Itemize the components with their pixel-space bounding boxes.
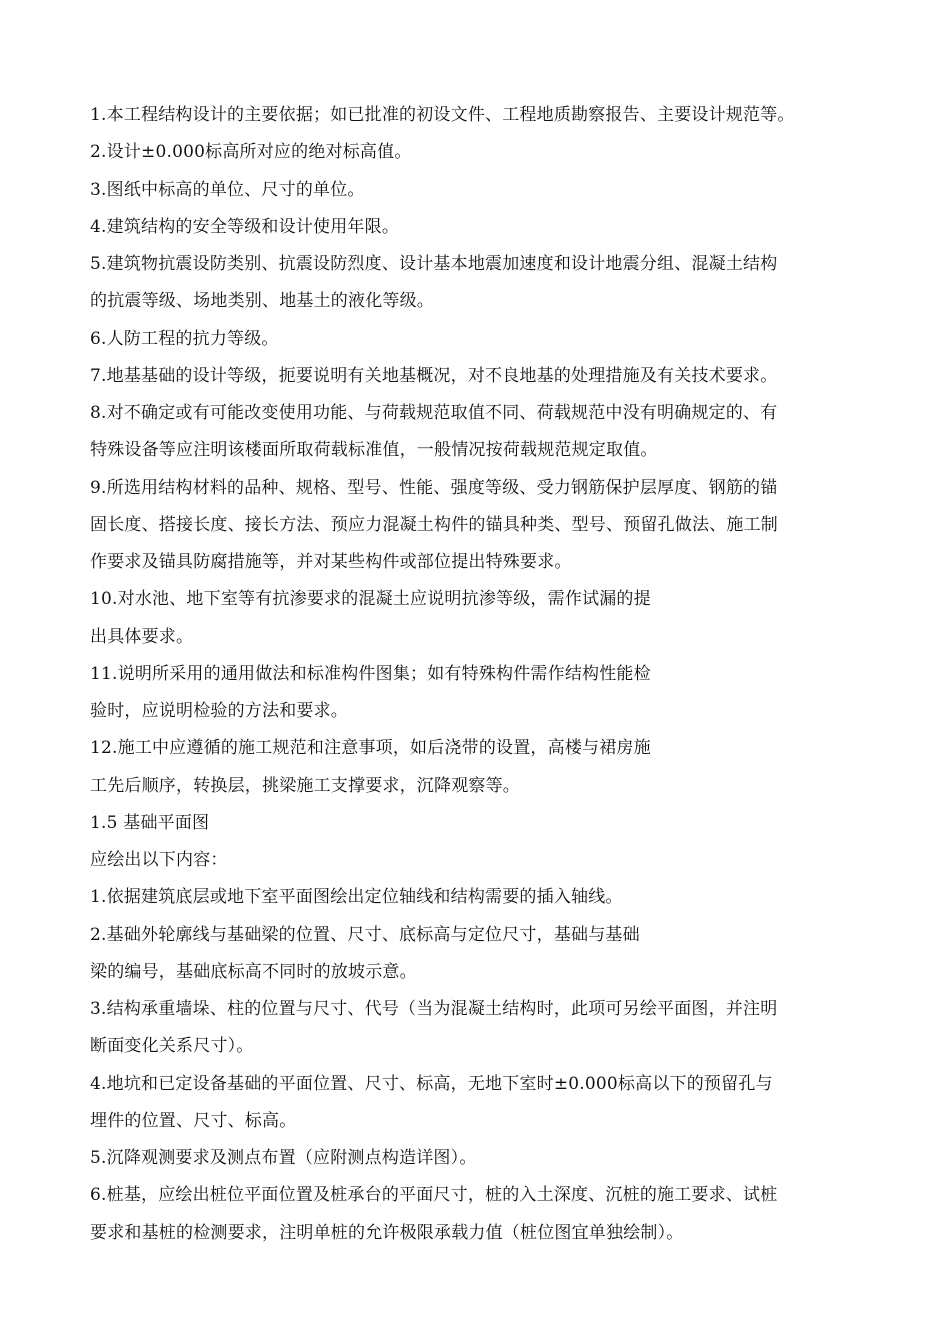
- text-line: 3.图纸中标高的单位、尺寸的单位。: [90, 179, 365, 200]
- text-line: 要求和基桩的检测要求，注明单桩的允许极限承载力值（桩位图宜单独绘制）。: [90, 1222, 684, 1243]
- text-line: 断面变化关系尺寸）。: [90, 1036, 254, 1057]
- text-line: 作要求及锚具防腐措施等，并对某些构件或部位提出特殊要求。: [90, 552, 572, 572]
- text-line: 7.地基基础的设计等级，扼要说明有关地基概况，对不良地基的处理措施及有关技术要求。: [90, 365, 778, 386]
- text-line: 5.建筑物抗震设防类别、抗震设防烈度、设计基本地震加速度和设计地震分组、混凝土结构: [90, 254, 778, 274]
- text-line: 2.设计±0.000标高所对应的绝对标高值。: [90, 142, 412, 163]
- text-line: 6.桩基，应绘出桩位平面位置及桩承台的平面尺寸，桩的入土深度、沉桩的施工要求、试桩: [90, 1185, 778, 1206]
- text-line: 工先后顺序，转换层，挑梁施工支撑要求，沉降观察等。: [90, 775, 520, 796]
- text-line: 的抗震等级、场地类别、地基土的液化等级。: [90, 291, 434, 312]
- text-line: 9.所选用结构材料的品种、规格、型号、性能、强度等级、受力钢筋保护层厚度、钢筋的锚: [90, 477, 778, 498]
- text-line: 8.对不确定或有可能改变使用功能、与荷载规范取值不同、荷载规范中没有明确规定的、有: [90, 403, 778, 423]
- text-line: 11.说明所采用的通用做法和标准构件图集；如有特殊构件需作结构性能检: [90, 663, 651, 684]
- text-line: 2.基础外轮廓线与基础梁的位置、尺寸、底标高与定位尺寸，基础与基础: [90, 924, 640, 945]
- text-line: 10.对水池、地下室等有抗渗要求的混凝土应说明抗渗等级，需作试漏的提: [90, 589, 651, 610]
- text-line: 3.结构承重墙垛、柱的位置与尺寸、代号（当为混凝土结构时，此项可另绘平面图，并注明: [90, 999, 778, 1019]
- text-line: 1.本工程结构设计的主要依据；如已批准的初设文件、工程地质勘察报告、主要设计规范等。: [90, 105, 795, 125]
- text-line: 应绘出以下内容：: [90, 850, 228, 870]
- text-line: 埋件的位置、尺寸、标高。: [90, 1110, 297, 1131]
- text-line: 固长度、搭接长度、接长方法、预应力混凝土构件的锚具种类、型号、预留孔做法、施工制: [90, 514, 778, 535]
- text-line: 4.建筑结构的安全等级和设计使用年限。: [90, 216, 400, 237]
- text-line: 12.施工中应遵循的施工规范和注意事项，如后浇带的设置，高楼与裙房施: [90, 738, 651, 759]
- text-line: 出具体要求。: [90, 626, 194, 647]
- text-line: 梁的编号，基础底标高不同时的放坡示意。: [90, 961, 417, 982]
- text-line: 5.沉降观测要求及测点布置（应附测点构造详图）。: [90, 1148, 477, 1168]
- text-line: 验时，应说明检验的方法和要求。: [90, 701, 348, 721]
- text-line: 1.依据建筑底层或地下室平面图绘出定位轴线和结构需要的插入轴线。: [90, 887, 623, 908]
- text-line: 特殊设备等应注明该楼面所取荷载标准值，一般情况按荷载规范规定取值。: [90, 440, 658, 461]
- document-body: [90, 97, 865, 1252]
- text-line: 4.地坑和已定设备基础的平面位置、尺寸、标高，无地下室时±0.000标高以下的预留孔与: [90, 1073, 773, 1094]
- text-line: 6.人防工程的抗力等级。: [90, 328, 279, 349]
- section-heading: 1.5 基础平面图: [90, 812, 210, 833]
